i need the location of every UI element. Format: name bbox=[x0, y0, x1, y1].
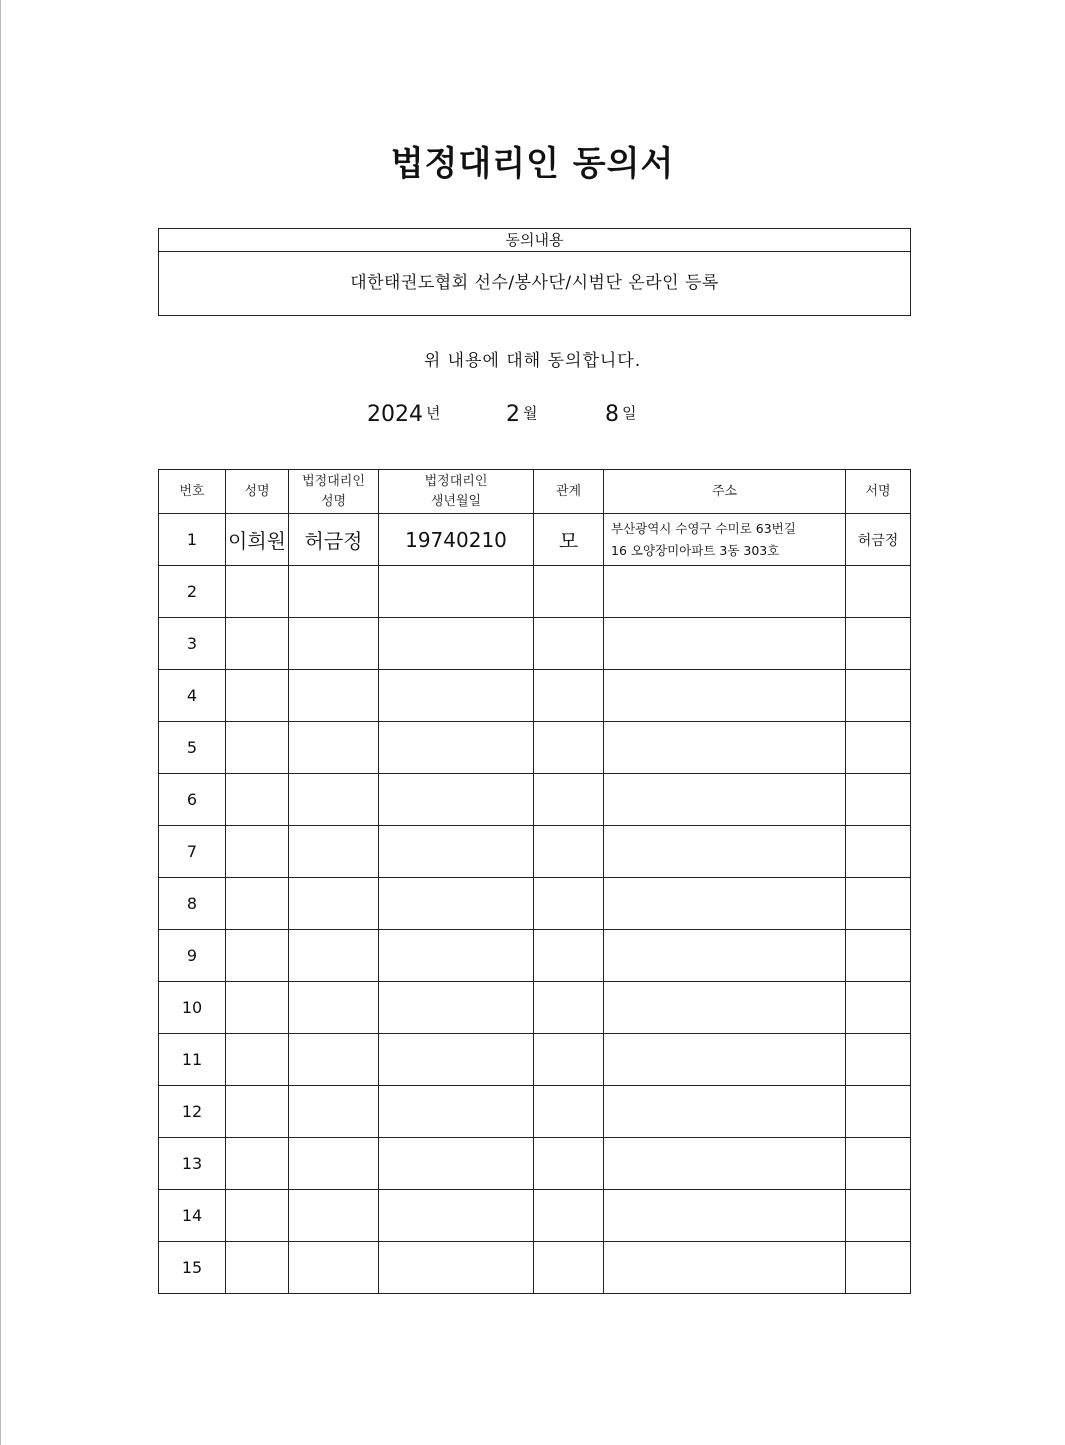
consent-header: 동의내용 bbox=[159, 229, 910, 252]
row-relation bbox=[534, 1086, 604, 1138]
document-title: 법정대리인 동의서 bbox=[390, 144, 675, 184]
row-relation bbox=[534, 826, 604, 878]
row-signature bbox=[846, 1190, 911, 1242]
row-address bbox=[604, 982, 846, 1034]
header-guardian-birth-line1: 법정대리인 bbox=[424, 473, 488, 489]
row-signature bbox=[846, 1138, 911, 1190]
row-no: 6 bbox=[159, 774, 226, 826]
row-guardian-name bbox=[289, 1086, 379, 1138]
row-no: 12 bbox=[159, 1086, 226, 1138]
agreement-text: 위 내용에 대해 동의합니다. bbox=[423, 351, 642, 371]
consent-body: 대한태권도협회 선수/봉사단/시범단 온라인 등록 bbox=[350, 273, 719, 293]
row-guardian-birth bbox=[379, 774, 534, 826]
table-header-row bbox=[159, 470, 911, 514]
table-row bbox=[159, 670, 911, 722]
row-guardian-name bbox=[289, 930, 379, 982]
row-guardian-birth bbox=[379, 826, 534, 878]
row-address bbox=[604, 1086, 846, 1138]
row-no: 15 bbox=[159, 1242, 226, 1294]
row-signature bbox=[846, 566, 911, 618]
row-name bbox=[226, 930, 289, 982]
row-signature bbox=[846, 930, 911, 982]
row-name: 이희원 bbox=[226, 514, 289, 566]
row-relation bbox=[534, 566, 604, 618]
row-address bbox=[604, 1034, 846, 1086]
page-edge bbox=[0, 0, 1, 1445]
row-address bbox=[604, 1138, 846, 1190]
row-relation bbox=[534, 722, 604, 774]
row-signature bbox=[846, 618, 911, 670]
row-guardian-name bbox=[289, 1190, 379, 1242]
row-name bbox=[226, 722, 289, 774]
row-relation bbox=[534, 878, 604, 930]
row-guardian-name bbox=[289, 1034, 379, 1086]
row-guardian-name bbox=[289, 722, 379, 774]
header-guardian-name-line1: 법정대리인 bbox=[302, 473, 365, 489]
row-address bbox=[604, 930, 846, 982]
row-name bbox=[226, 1086, 289, 1138]
row-address bbox=[604, 670, 846, 722]
row-guardian-name bbox=[289, 878, 379, 930]
table-row bbox=[159, 566, 911, 618]
row-no: 7 bbox=[159, 826, 226, 878]
row-no: 4 bbox=[159, 670, 226, 722]
date-month-unit: 월 bbox=[523, 404, 538, 422]
row-name bbox=[226, 1138, 289, 1190]
row-guardian-birth bbox=[379, 1086, 534, 1138]
row-signature bbox=[846, 722, 911, 774]
date-month-value: 2 bbox=[506, 402, 520, 427]
header-guardian-name bbox=[289, 470, 379, 514]
date-day bbox=[605, 402, 637, 434]
row-guardian-birth bbox=[379, 878, 534, 930]
row-name bbox=[226, 826, 289, 878]
row-guardian-name bbox=[289, 618, 379, 670]
row-guardian-name bbox=[289, 1242, 379, 1294]
header-no: 번호 bbox=[159, 470, 226, 514]
header-guardian-birth-line2: 생년월일 bbox=[430, 493, 482, 509]
table-row bbox=[159, 774, 911, 826]
row-guardian-name bbox=[289, 826, 379, 878]
row-address bbox=[604, 722, 846, 774]
header-guardian-birth bbox=[379, 470, 534, 514]
row-no: 8 bbox=[159, 878, 226, 930]
table-row bbox=[159, 1086, 911, 1138]
row-name bbox=[226, 670, 289, 722]
row-guardian-birth bbox=[379, 930, 534, 982]
row-name bbox=[226, 566, 289, 618]
row-signature bbox=[846, 774, 911, 826]
row-guardian-birth bbox=[379, 722, 534, 774]
row-no: 9 bbox=[159, 930, 226, 982]
row-address-line2: 16 오양장미아파트 3동 303호 bbox=[611, 542, 780, 558]
row-name bbox=[226, 878, 289, 930]
row-address bbox=[604, 566, 846, 618]
row-name bbox=[226, 1190, 289, 1242]
table-row bbox=[159, 982, 911, 1034]
row-name bbox=[226, 774, 289, 826]
row-relation bbox=[534, 1034, 604, 1086]
date-year bbox=[367, 402, 441, 434]
header-signature: 서명 bbox=[846, 470, 911, 514]
row-relation bbox=[534, 1190, 604, 1242]
row-no: 5 bbox=[159, 722, 226, 774]
row-relation bbox=[534, 670, 604, 722]
row-name bbox=[226, 982, 289, 1034]
row-guardian-birth bbox=[379, 1190, 534, 1242]
table-row bbox=[159, 1242, 911, 1294]
header-relation: 관계 bbox=[534, 470, 604, 514]
row-no: 13 bbox=[159, 1138, 226, 1190]
row-no: 3 bbox=[159, 618, 226, 670]
row-guardian-birth: 19740210 bbox=[379, 514, 534, 566]
row-guardian-name bbox=[289, 670, 379, 722]
row-guardian-birth bbox=[379, 566, 534, 618]
row-relation bbox=[534, 1242, 604, 1294]
row-no: 11 bbox=[159, 1034, 226, 1086]
row-guardian-name bbox=[289, 774, 379, 826]
row-guardian-name bbox=[289, 1138, 379, 1190]
table-row bbox=[159, 1034, 911, 1086]
guardian-table bbox=[158, 469, 911, 1294]
row-signature bbox=[846, 826, 911, 878]
row-guardian-birth bbox=[379, 982, 534, 1034]
row-relation bbox=[534, 618, 604, 670]
row-relation bbox=[534, 982, 604, 1034]
row-guardian-name bbox=[289, 982, 379, 1034]
row-no: 2 bbox=[159, 566, 226, 618]
row-guardian-birth bbox=[379, 1138, 534, 1190]
row-relation bbox=[534, 774, 604, 826]
date-day-value: 8 bbox=[605, 402, 619, 427]
row-guardian-birth bbox=[379, 618, 534, 670]
date-year-value: 2024 bbox=[367, 402, 423, 427]
row-signature bbox=[846, 1086, 911, 1138]
row-signature bbox=[846, 1034, 911, 1086]
row-address-line1: 부산광역시 수영구 수미로 63번길 bbox=[611, 520, 796, 536]
row-address bbox=[604, 514, 846, 566]
row-no: 1 bbox=[159, 514, 226, 566]
row-signature: 허금정 bbox=[846, 514, 911, 566]
date-day-unit: 일 bbox=[622, 404, 637, 422]
row-name bbox=[226, 618, 289, 670]
table-row bbox=[159, 826, 911, 878]
row-no: 14 bbox=[159, 1190, 226, 1242]
table-row bbox=[159, 514, 911, 566]
row-signature bbox=[846, 878, 911, 930]
row-signature bbox=[846, 1242, 911, 1294]
row-relation: 모 bbox=[534, 514, 604, 566]
row-address bbox=[604, 826, 846, 878]
row-address bbox=[604, 1242, 846, 1294]
row-guardian-birth bbox=[379, 1242, 534, 1294]
date-year-unit: 년 bbox=[426, 404, 441, 422]
row-relation bbox=[534, 1138, 604, 1190]
row-name bbox=[226, 1242, 289, 1294]
header-guardian-name-line2: 성명 bbox=[320, 493, 347, 509]
header-address: 주소 bbox=[604, 470, 846, 514]
row-guardian-name: 허금정 bbox=[289, 514, 379, 566]
row-address bbox=[604, 774, 846, 826]
row-address bbox=[604, 618, 846, 670]
row-address bbox=[604, 878, 846, 930]
row-no: 10 bbox=[159, 982, 226, 1034]
row-guardian-name bbox=[289, 566, 379, 618]
table-row bbox=[159, 878, 911, 930]
table-row bbox=[159, 722, 911, 774]
header-name: 성명 bbox=[226, 470, 289, 514]
row-relation bbox=[534, 930, 604, 982]
row-guardian-birth bbox=[379, 1034, 534, 1086]
row-name bbox=[226, 1034, 289, 1086]
table-row bbox=[159, 618, 911, 670]
row-signature bbox=[846, 670, 911, 722]
table-row bbox=[159, 1138, 911, 1190]
consent-box bbox=[158, 228, 911, 316]
row-address bbox=[604, 1190, 846, 1242]
row-signature bbox=[846, 982, 911, 1034]
row-guardian-birth bbox=[379, 670, 534, 722]
date-month bbox=[506, 402, 538, 434]
table-row bbox=[159, 1190, 911, 1242]
table-row bbox=[159, 930, 911, 982]
